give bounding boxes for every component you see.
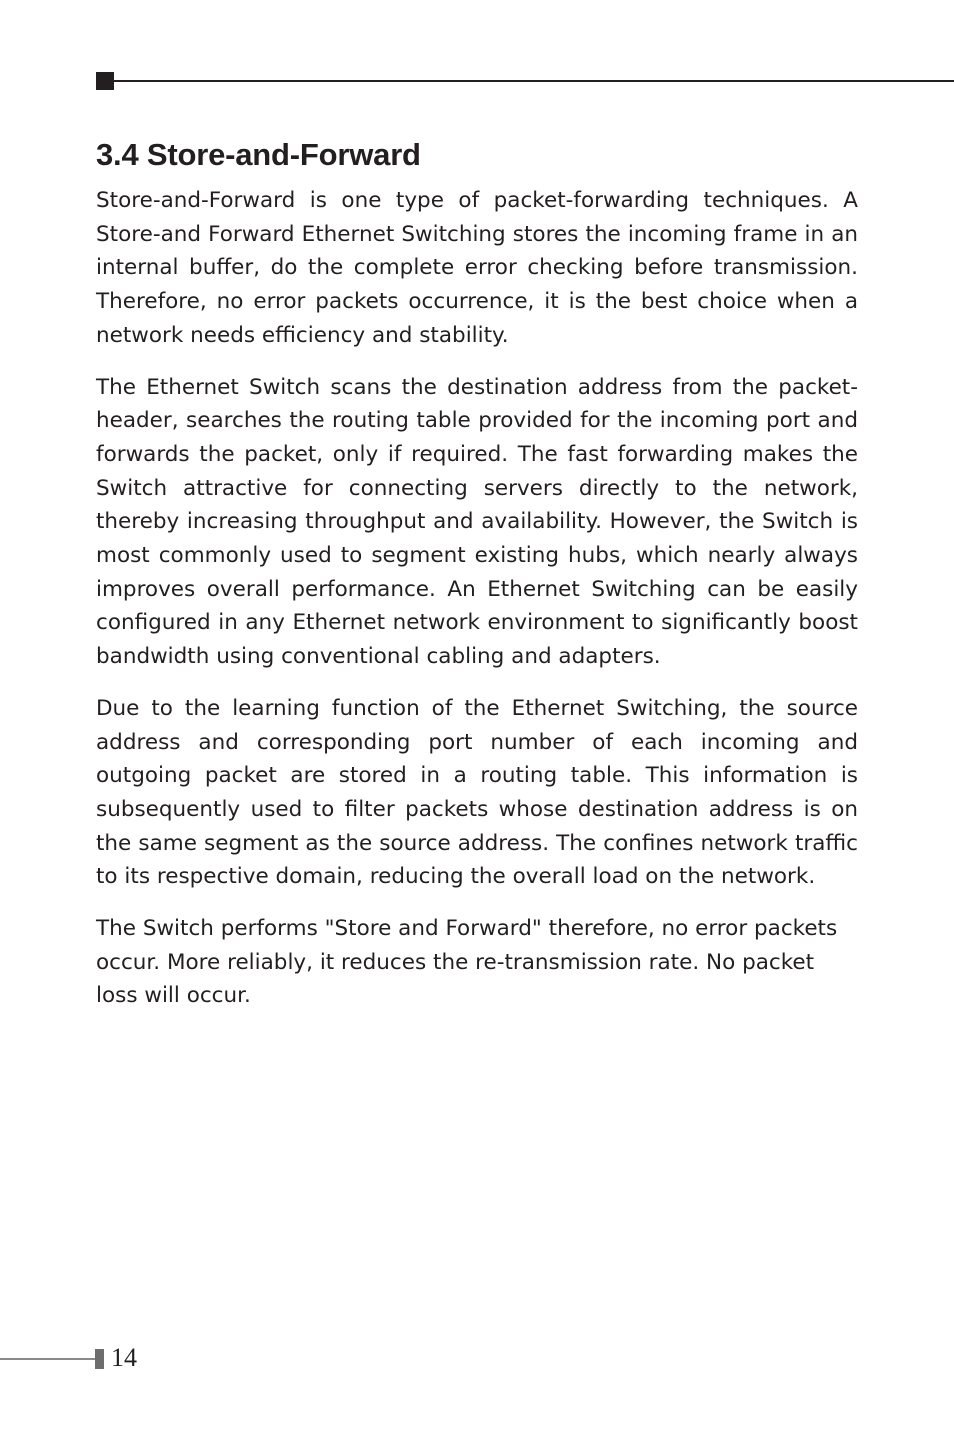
paragraph-4: The Switch performs "Store and Forward" therefore, no error packets occur. More reliably, it reduces the re-transmission rate. No packet loss will occur. — [96, 916, 838, 1009]
page-number: 14 — [111, 1343, 137, 1372]
paragraph-1: Store-and-Forward is one type of packet-forwarding techniques. A Store-and Forward Ethernet Switching stores the incoming frame in an internal buffer, do the complete error checking before transmission. Therefore, no error packets occurrence, it is the best choice when a network needs efficiency and stability. — [96, 188, 858, 348]
footer-rule — [0, 1358, 96, 1360]
section-title: 3.4 Store-and-Forward — [96, 137, 421, 172]
paragraph-2: The Ethernet Switch scans the destination address from the packet-header, searches the routing table provided for the incoming port and forwards the packet, only if required. The fast forwarding makes the Switch attractive for connecting servers directly to the network, thereby increasing throughput and availability. However, the Switch is most commonly used to segment existing hubs, which nearly always improves overall performance. An Ethernet Switching can be easily configured in any Ethernet network environment to significantly boost bandwidth using conventional cabling and adapters. — [96, 374, 858, 670]
header-square-marker — [96, 72, 114, 90]
page-content — [96, 136, 858, 1031]
header-rule — [96, 80, 954, 82]
footer-block-marker — [95, 1349, 104, 1369]
paragraph-3: Due to the learning function of the Ethernet Switching, the source address and corresponding port number of each incoming and outgoing packet are stored in a routing table. This information is subsequently used to filter packets whose destination address is on the same segment as the source address. The confines network traffic to its respective domain, reducing the overall load on the network. — [96, 695, 858, 890]
